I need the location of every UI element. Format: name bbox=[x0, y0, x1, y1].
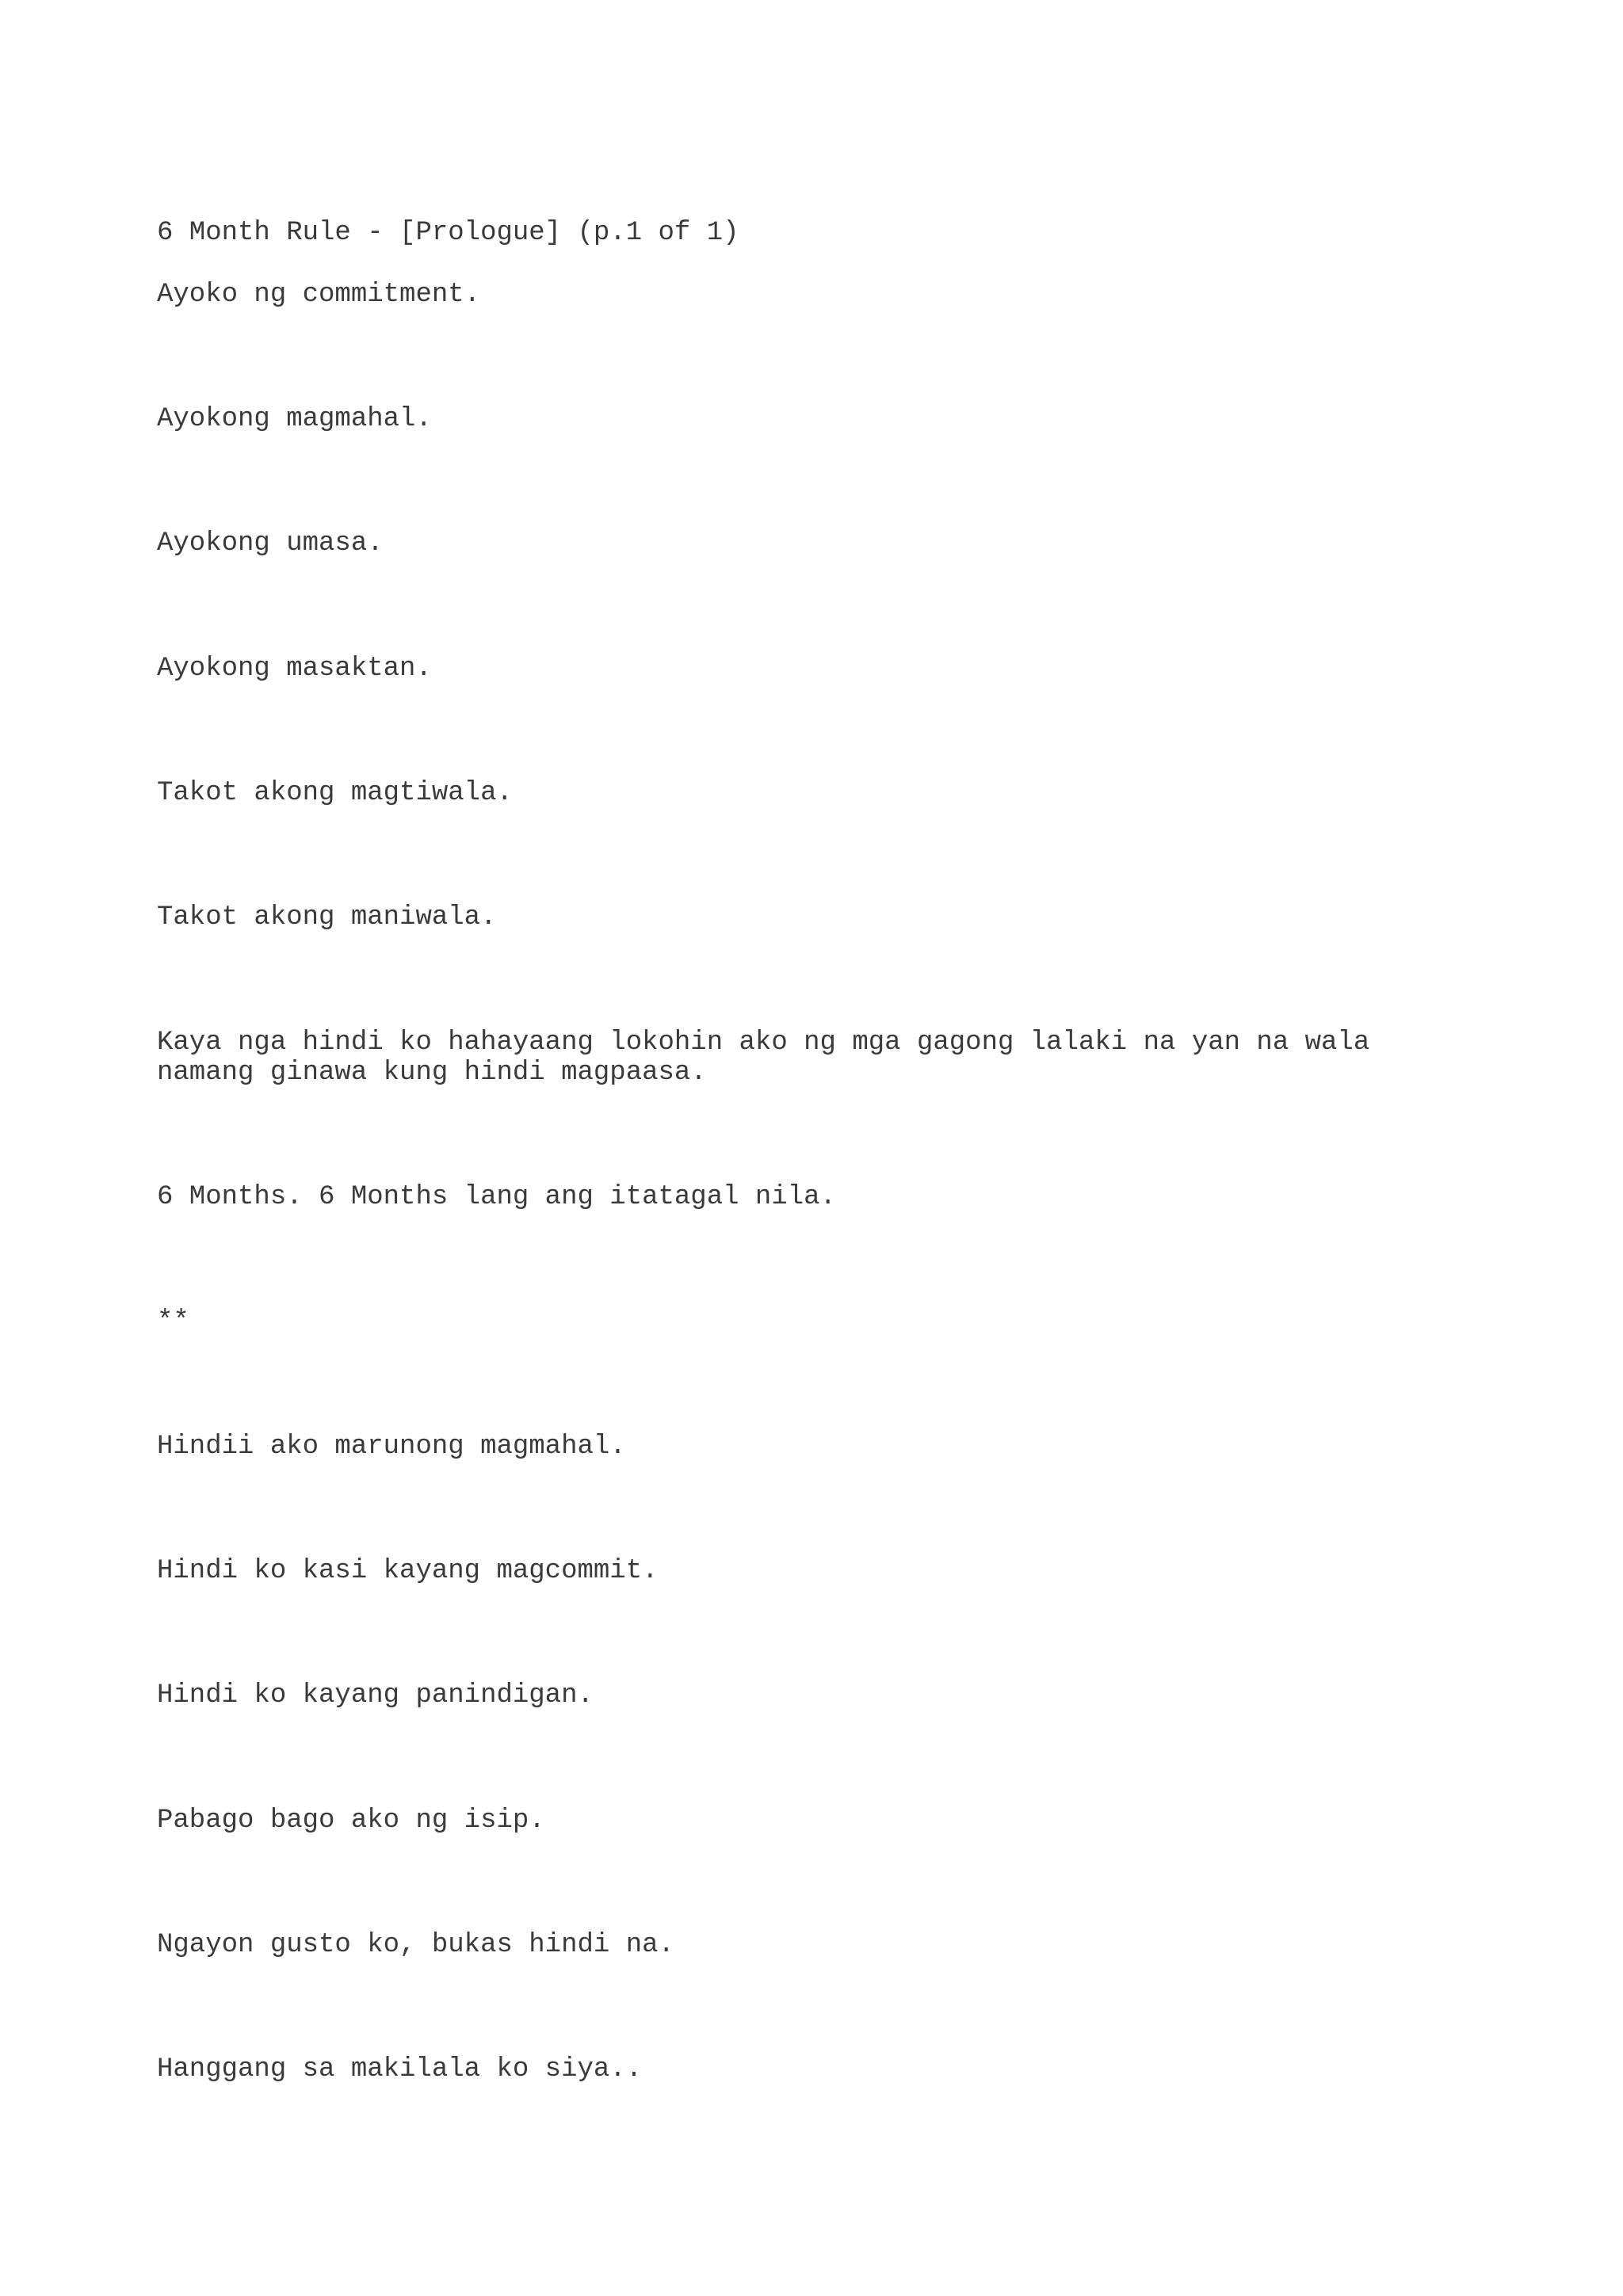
paragraph: Hindii ako marunong magmahal. bbox=[157, 1432, 626, 1462]
paragraph: Hindi ko kayang panindigan. bbox=[157, 1680, 594, 1711]
paragraph: Ayoko ng commitment. bbox=[157, 280, 481, 310]
document-title: 6 Month Rule - [Prologue] (p.1 of 1) bbox=[157, 218, 739, 248]
paragraph: Ayokong masaktan. bbox=[157, 654, 432, 684]
paragraph: Ngayon gusto ko, bukas hindi na. bbox=[157, 1930, 674, 1960]
paragraph: 6 Months. 6 Months lang ang itatagal nila. bbox=[157, 1182, 836, 1212]
paragraph: Pabago bago ako ng isip. bbox=[157, 1806, 545, 1836]
paragraph: Hindi ko kasi kayang magcommit. bbox=[157, 1556, 659, 1586]
paragraph: Kaya nga hindi ko hahayaang lokohin ako ng mga gagong lalaki na yan na wala bbox=[157, 1028, 1370, 1058]
paragraph: Ayokong magmahal. bbox=[157, 404, 432, 434]
paragraph: Takot akong magtiwala. bbox=[157, 778, 513, 808]
section-separator: ** bbox=[157, 1306, 189, 1337]
paragraph: namang ginawa kung hindi magpaasa. bbox=[157, 1058, 707, 1088]
paragraph: Ayokong umasa. bbox=[157, 528, 384, 559]
paragraph: Hanggang sa makilala ko siya.. bbox=[157, 2054, 643, 2084]
paragraph: Takot akong maniwala. bbox=[157, 902, 497, 933]
